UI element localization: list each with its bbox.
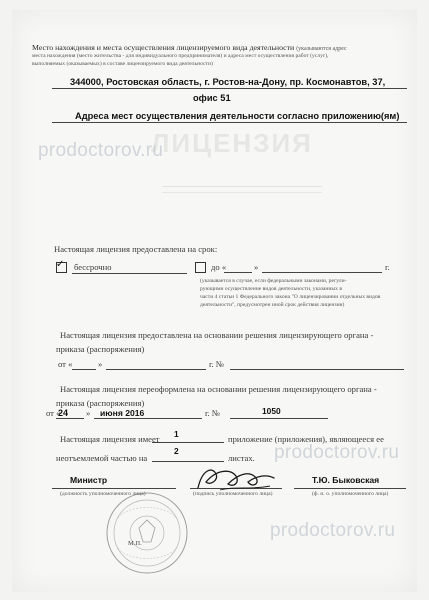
basis-year-suffix: г. № <box>209 359 225 369</box>
caption-sign: (подпись уполномоченного лица) <box>193 491 273 497</box>
bleedthrough-line-2 <box>162 192 322 193</box>
watermark-2: prodoctorov.ru <box>274 442 400 463</box>
address-line-1: 344000, Ростовская область, г. Ростов-на-Дону, пр. Космонавтов, 37, <box>70 77 386 87</box>
check-mark-icon: ✓ <box>56 259 65 270</box>
basis-from-prefix: от « <box>58 359 73 369</box>
reissue-from-close: » <box>86 408 91 418</box>
term-note-2: рующими осуществление видов деятельности, указанных в <box>200 286 342 292</box>
appendix-pages: 2 <box>174 446 179 456</box>
bleedthrough-line-1 <box>162 186 322 187</box>
address-line-3: Адреса мест осуществления деятельности согласно приложению(ям) <box>75 111 400 121</box>
caption-name: (ф. и. о. уполномоченного лица) <box>312 491 389 497</box>
appendix-count-line <box>152 442 224 443</box>
reissue-from-prefix: от « <box>46 408 61 418</box>
signature-role-line <box>52 488 176 489</box>
reissue-number: 1050 <box>262 406 281 416</box>
reissue-month-line <box>94 418 202 419</box>
until-mid: » <box>254 262 259 272</box>
term-note-3: части 4 статьи 1 Федерального закона "О лицензировании отдельных видов <box>200 294 381 300</box>
reissue-month-year: июня 2016 <box>100 408 145 418</box>
reissue-line-1: Настоящая лицензия переоформлена на основании решения лицензирующего органа - <box>60 384 377 394</box>
reissue-number-line <box>230 418 328 419</box>
basis-month-line <box>106 369 206 370</box>
basis-from-close: » <box>98 359 103 369</box>
basis-line-1: Настоящая лицензия предоставлена на основании решения лицензирующего органа - <box>60 330 374 340</box>
until-year-suffix: г. <box>385 262 390 272</box>
appendix-suffix: листах. <box>228 453 255 463</box>
until-checkbox <box>195 262 206 273</box>
until-prefix: до « <box>211 262 227 272</box>
indefinite-label: бессрочно <box>74 262 112 272</box>
appendix-prefix: Настоящая лицензия имеет <box>60 434 160 444</box>
address-underline-2 <box>52 122 407 123</box>
term-note-1: (указывается в случае, если федеральными законами, регули- <box>200 278 347 284</box>
place-note-1: (указываются адрес <box>296 46 347 52</box>
basis-day-line <box>72 369 96 370</box>
appendix-line2-prefix: неотъемлемой частью на <box>56 453 148 463</box>
term-note-4: деятельности", предусмотрен иной срок действия лицензии) <box>200 302 345 308</box>
watermark-3: prodoctorov.ru <box>270 520 396 541</box>
appendix-count: 1 <box>174 429 179 439</box>
reissue-day-line <box>56 418 84 419</box>
basis-number-line <box>230 369 404 370</box>
signature-name: Т.Ю. Быковская <box>312 475 380 485</box>
stamp-label: М.П. <box>128 540 142 547</box>
caption-role: (должность уполномоченного лица) <box>60 491 146 497</box>
address-line-2: офис 51 <box>193 93 231 103</box>
official-stamp-seal <box>104 490 190 576</box>
until-date-line <box>262 272 382 273</box>
basis-line-2: приказа (распоряжения) <box>56 344 145 354</box>
place-note-2: места нахождения (место жительства - для индивидуального предпринимателя) и адреса мест осуществления работ (услуг), <box>32 53 329 59</box>
reissue-line-2: приказа (распоряжения) <box>56 398 145 408</box>
place-label <box>32 43 422 53</box>
place-label-text: Место нахождения и места осуществления лицензируемого вида деятельности <box>32 43 295 52</box>
license-page <box>12 10 417 592</box>
signature-role: Министр <box>70 475 108 485</box>
handwritten-signature <box>190 460 282 498</box>
term-label: Настоящая лицензия предоставлена на срок: <box>54 244 218 254</box>
reissue-day: 24 <box>58 408 69 418</box>
appendix-mid: приложение (приложения), являющееся ее <box>228 434 384 444</box>
indefinite-underline <box>72 273 187 274</box>
reissue-year-suffix: г. № <box>205 408 221 418</box>
watermark-1: prodoctorov.ru <box>38 140 164 161</box>
address-underline-1 <box>52 88 407 89</box>
place-note-3: выполняемых (оказываемых) в составе лицензируемого вида деятельности) <box>32 61 213 67</box>
signature-name-line <box>294 488 406 489</box>
ghost-title-bleedthrough: ЛИЦЕНЗИЯ <box>151 128 313 158</box>
until-day-line <box>224 272 252 273</box>
